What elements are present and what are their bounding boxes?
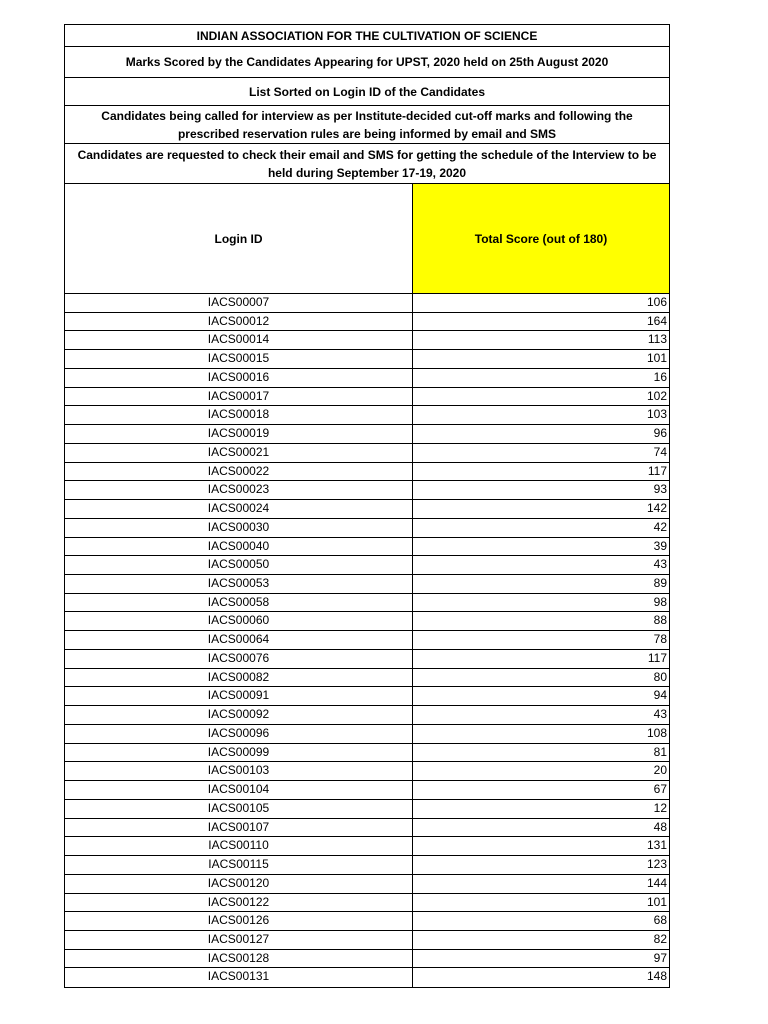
column-header-login-id: Login ID (65, 184, 413, 293)
table-row (65, 650, 669, 669)
table-row (65, 556, 669, 575)
total-score-cell: 81 (653, 744, 667, 759)
login-id-cell: IACS00082 (65, 669, 413, 687)
table-row (65, 968, 669, 987)
login-id-cell: IACS00099 (65, 744, 413, 762)
table-row (65, 725, 669, 744)
login-id-cell: IACS00058 (65, 594, 413, 612)
total-score-cell: 148 (646, 969, 667, 984)
total-score-cell: 102 (646, 388, 667, 403)
table-row (65, 781, 669, 800)
table-row (65, 950, 669, 969)
login-id-cell: IACS00023 (65, 481, 413, 499)
sort-note: List Sorted on Login ID of the Candidates (65, 78, 669, 106)
login-id-cell: IACS00040 (65, 538, 413, 556)
login-id-cell: IACS00122 (65, 894, 413, 912)
login-id-cell: IACS00128 (65, 950, 413, 968)
results-sheet (64, 24, 670, 988)
total-score-cell: 67 (653, 782, 667, 797)
login-id-cell: IACS00076 (65, 650, 413, 668)
total-score-cell: 82 (653, 931, 667, 946)
total-score-cell: 117 (647, 650, 667, 665)
login-id-cell: IACS00091 (65, 687, 413, 705)
table-row (65, 837, 669, 856)
total-score-cell: 103 (646, 407, 667, 422)
login-id-cell: IACS00053 (65, 575, 413, 593)
login-id-cell: IACS00016 (65, 369, 413, 387)
interview-call-note: Candidates being called for interview as per Institute-decided cut-off marks and following the prescribed reservation rules are being informed by email and SMS (65, 106, 669, 144)
table-row (65, 631, 669, 650)
table-row (65, 538, 669, 557)
total-score-cell: 88 (653, 613, 667, 628)
table-row (65, 931, 669, 950)
login-id-cell: IACS00127 (65, 931, 413, 949)
total-score-cell: 42 (653, 519, 667, 534)
login-id-cell: IACS00126 (65, 912, 413, 930)
table-row (65, 744, 669, 763)
table-row (65, 294, 669, 313)
login-id-cell: IACS00012 (65, 313, 413, 331)
total-score-cell: 101 (646, 894, 667, 909)
total-score-cell: 131 (646, 838, 667, 853)
login-id-cell: IACS00007 (65, 294, 413, 312)
total-score-cell: 97 (653, 950, 667, 965)
total-score-cell: 113 (647, 332, 667, 347)
table-row (65, 313, 669, 332)
exam-title: Marks Scored by the Candidates Appearing for UPST, 2020 held on 25th August 2020 (65, 47, 669, 78)
table-row (65, 463, 669, 482)
total-score-cell: 164 (646, 313, 667, 328)
login-id-cell: IACS00015 (65, 350, 413, 368)
table-row (65, 800, 669, 819)
table-row (65, 706, 669, 725)
login-id-cell: IACS00022 (65, 463, 413, 481)
total-score-cell: 101 (646, 351, 667, 366)
total-score-cell: 94 (653, 688, 667, 703)
total-score-cell: 98 (653, 594, 667, 609)
table-row (65, 425, 669, 444)
total-score-cell: 89 (653, 576, 667, 591)
login-id-cell: IACS00050 (65, 556, 413, 574)
total-score-cell: 39 (653, 538, 667, 553)
total-score-cell: 123 (646, 857, 667, 872)
table-row (65, 481, 669, 500)
login-id-cell: IACS00110 (65, 837, 413, 855)
total-score-cell: 43 (653, 557, 667, 572)
total-score-cell: 108 (646, 725, 667, 740)
login-id-cell: IACS00104 (65, 781, 413, 799)
total-score-cell: 43 (653, 707, 667, 722)
login-id-cell: IACS00131 (65, 968, 413, 987)
login-id-cell: IACS00030 (65, 519, 413, 537)
total-score-cell: 78 (653, 632, 667, 647)
table-row (65, 594, 669, 613)
table-row (65, 444, 669, 463)
total-score-cell: 106 (646, 295, 667, 309)
table-row (65, 762, 669, 781)
table-row (65, 331, 669, 350)
column-header-total-score: Total Score (out of 180) (413, 184, 669, 293)
table-row (65, 894, 669, 913)
login-id-cell: IACS00096 (65, 725, 413, 743)
login-id-cell: IACS00060 (65, 612, 413, 630)
login-id-cell: IACS00092 (65, 706, 413, 724)
table-row (65, 669, 669, 688)
table-row (65, 350, 669, 369)
total-score-cell: 144 (646, 875, 667, 890)
total-score-cell: 48 (653, 819, 667, 834)
login-id-cell: IACS00107 (65, 819, 413, 837)
table-row (65, 388, 669, 407)
login-id-cell: IACS00115 (65, 856, 413, 874)
login-id-cell: IACS00064 (65, 631, 413, 649)
login-id-cell: IACS00019 (65, 425, 413, 443)
table-row (65, 687, 669, 706)
login-id-cell: IACS00021 (65, 444, 413, 462)
table-row (65, 406, 669, 425)
login-id-cell: IACS00024 (65, 500, 413, 518)
table-row (65, 519, 669, 538)
login-id-cell: IACS00105 (65, 800, 413, 818)
total-score-cell: 16 (653, 369, 667, 384)
total-score-cell: 93 (653, 482, 667, 497)
total-score-cell: 74 (653, 444, 667, 459)
table-row (65, 819, 669, 838)
table-row (65, 912, 669, 931)
total-score-cell: 117 (647, 463, 667, 478)
total-score-cell: 96 (653, 426, 667, 441)
total-score-cell: 12 (653, 800, 667, 815)
login-id-cell: IACS00014 (65, 331, 413, 349)
total-score-cell: 68 (653, 913, 667, 928)
table-row (65, 856, 669, 875)
table-row (65, 875, 669, 894)
column-header-row (65, 184, 669, 294)
schedule-note: Candidates are requested to check their email and SMS for getting the schedule of the Interview to be held during September 17-19, 2020 (65, 144, 669, 184)
table-row (65, 575, 669, 594)
table-row (65, 500, 669, 519)
total-score-cell: 20 (653, 763, 667, 778)
login-id-cell: IACS00017 (65, 388, 413, 406)
total-score-cell: 80 (653, 669, 667, 684)
login-id-cell: IACS00018 (65, 406, 413, 424)
table-row (65, 369, 669, 388)
table-row (65, 612, 669, 631)
login-id-cell: IACS00103 (65, 762, 413, 780)
institute-title: INDIAN ASSOCIATION FOR THE CULTIVATION OF SCIENCE (65, 25, 669, 47)
total-score-cell: 142 (646, 501, 667, 516)
results-table-body (65, 294, 669, 987)
login-id-cell: IACS00120 (65, 875, 413, 893)
